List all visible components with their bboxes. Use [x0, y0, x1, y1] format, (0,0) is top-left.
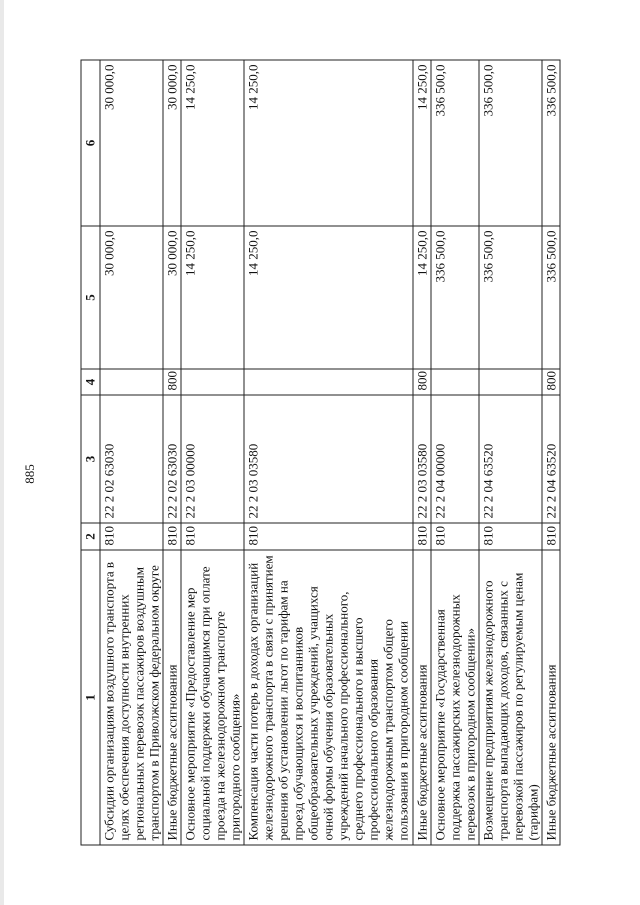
amount-col5: 336 500,0: [541, 226, 559, 369]
amount-col6: 30 000,0: [163, 60, 181, 226]
expense-type-code: [430, 369, 478, 395]
amount-col5: 30 000,0: [163, 226, 181, 369]
expense-type-code: [100, 369, 163, 395]
table-row: [244, 60, 412, 845]
table-row: [541, 60, 559, 845]
target-article-code: 22 2 03 00000: [181, 395, 244, 523]
row-name: Иные бюджетные ассигнования: [163, 550, 181, 845]
target-article-code: 22 2 04 63520: [478, 395, 541, 523]
amount-col6: 336 500,0: [478, 60, 541, 226]
row-name: Субсидии организациям воздушного транспорта в целях обеспечения доступности внутренних региональных перевозок пассажиров воздушным транспортом в Приволжском федеральном округе: [100, 550, 163, 845]
target-article-code: 22 2 03 03580: [244, 395, 412, 523]
expense-type-code: 800: [163, 369, 181, 395]
rotated-page: [80, 61, 560, 846]
ministry-code: 810: [430, 523, 478, 550]
row-name: Основное мероприятие «Государственная поддержка пассажирских железнодорожных перевозок в пригородном сообщении»: [430, 550, 478, 845]
header-cell-2: 2: [81, 523, 100, 550]
target-article-code: 22 2 02 63030: [163, 395, 181, 523]
ministry-code: 810: [478, 523, 541, 550]
target-article-code: 22 2 02 63030: [100, 395, 163, 523]
scan-edge: [0, 0, 4, 905]
row-name: Иные бюджетные ассигнования: [541, 550, 559, 845]
amount-col6: 30 000,0: [100, 60, 163, 226]
amount-col6: 336 500,0: [430, 60, 478, 226]
expense-type-code: 800: [412, 369, 430, 395]
table-row: [430, 60, 478, 845]
amount-col6: 14 250,0: [181, 60, 244, 226]
ministry-code: 810: [412, 523, 430, 550]
budget-table: [80, 60, 560, 846]
ministry-code: 810: [244, 523, 412, 550]
row-name: Возмещение предприятиям железнодорожного транспорта выпадающих доходов, связанных с перевозкой пассажиров по регулируемым ценам (тарифам): [478, 550, 541, 845]
header-cell-1: 1: [81, 550, 100, 845]
amount-col5: 14 250,0: [244, 226, 412, 369]
expense-type-code: [181, 369, 244, 395]
amount-col5: 14 250,0: [181, 226, 244, 369]
row-name: Компенсация части потерь в доходах организаций железнодорожного транспорта в связи с принятием решения об установлении льгот по тарифам на проезд обучающихся и воспитанников общеобразовательных учреждений, учащихся очной формы обучения образовательных учреждений начального профессионального, среднего профессионального и высшего профессионального образования железнодорожным транспортом общего пользования в пригородном сообщении: [244, 550, 412, 845]
amount-col6: 14 250,0: [244, 60, 412, 226]
table-row: [163, 60, 181, 845]
ministry-code: 810: [100, 523, 163, 550]
header-cell-3: 3: [81, 395, 100, 523]
amount-col5: 14 250,0: [412, 226, 430, 369]
ministry-code: 810: [163, 523, 181, 550]
ministry-code: 810: [541, 523, 559, 550]
table-row: [412, 60, 430, 845]
ministry-code: 810: [181, 523, 244, 550]
amount-col5: 336 500,0: [478, 226, 541, 369]
expense-type-code: [244, 369, 412, 395]
header-cell-5: 5: [81, 226, 100, 369]
amount-col5: 30 000,0: [100, 226, 163, 369]
header-cell-4: 4: [81, 369, 100, 395]
row-name: Основное мероприятие «Предоставление мер социальной поддержки обучающимся при оплате проезда на железнодорожном транспорте пригородного сообщения»: [181, 550, 244, 845]
target-article-code: 22 2 04 63520: [541, 395, 559, 523]
amount-col5: 336 500,0: [430, 226, 478, 369]
amount-col6: 14 250,0: [412, 60, 430, 226]
page-number: 885: [22, 464, 37, 484]
header-cell-6: 6: [81, 60, 100, 226]
expense-type-code: [478, 369, 541, 395]
table-row: [478, 60, 541, 845]
target-article-code: 22 2 04 00000: [430, 395, 478, 523]
table-row: [100, 60, 163, 845]
row-name: Иные бюджетные ассигнования: [412, 550, 430, 845]
target-article-code: 22 2 03 03580: [412, 395, 430, 523]
amount-col6: 336 500,0: [541, 60, 559, 226]
expense-type-code: 800: [541, 369, 559, 395]
header-row: [81, 60, 100, 845]
table-row: [181, 60, 244, 845]
